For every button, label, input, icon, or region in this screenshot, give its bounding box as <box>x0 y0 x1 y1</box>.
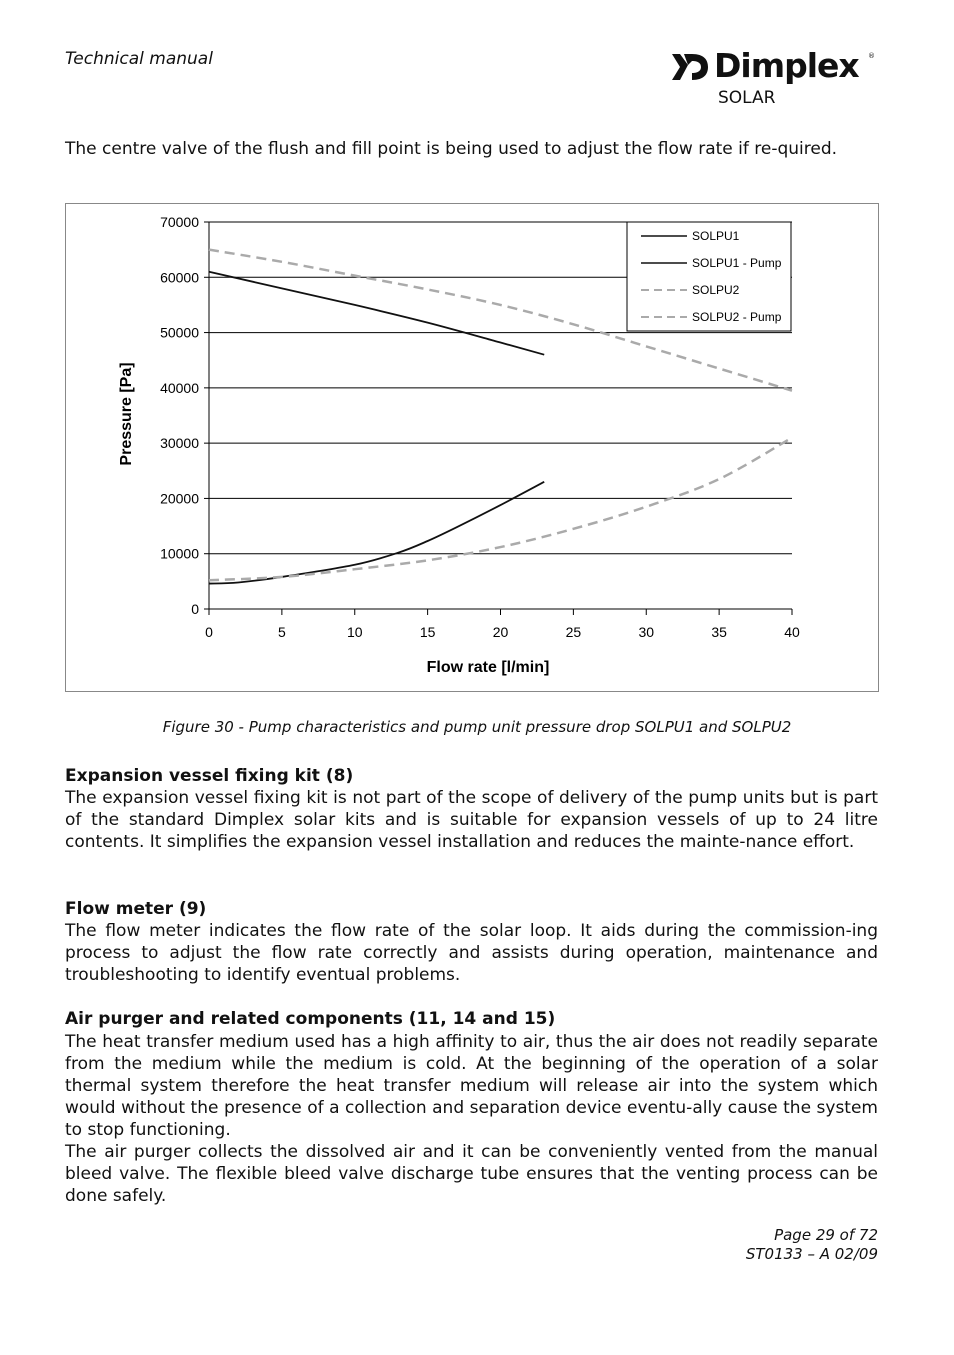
legend-label: SOLPU2 - Pump <box>692 310 782 324</box>
legend-label: SOLPU1 - Pump <box>692 256 782 270</box>
legend-label: SOLPU2 <box>692 283 740 297</box>
x-tick-label: 5 <box>277 624 286 640</box>
y-tick-label: 50000 <box>160 324 199 341</box>
air-purger-paragraph-1: The heat transfer medium used has a high affinity to air, thus the air does not readily separate from the medium while the medium is cold. At the beginning of the operation of a solar thermal system therefore the heat transfer medium will release air into the system which would without the presence of a collection and separation device eventu-ally cause the system to stop functioning. <box>65 1032 878 1140</box>
expansion-heading: Expansion vessel fixing kit (8) <box>65 766 354 786</box>
air-purger-heading: Air purger and related components (11, 14 and 15) <box>65 1009 556 1029</box>
flow-meter-paragraph: The flow meter indicates the flow rate of the solar loop. It aids during the commission-ing process to adjust the flow rate correctly and assists during operation, maintenance and troubleshooting to identify eventual problems. <box>65 921 878 985</box>
y-tick-label: 0 <box>191 601 199 617</box>
x-tick-label: 15 <box>419 624 436 640</box>
figure-caption: Figure 30 - Pump characteristics and pump unit pressure drop SOLPU1 and SOLPU2 <box>162 718 792 736</box>
flow-meter-heading: Flow meter (9) <box>65 899 207 919</box>
chart-frame <box>65 203 879 692</box>
brand-name: Dimplex <box>714 46 859 85</box>
x-tick-label: 40 <box>784 624 800 640</box>
y-tick-label: 60000 <box>160 269 199 286</box>
sub-brand: SOLAR <box>718 88 776 108</box>
dimplex-mark-icon <box>670 52 710 82</box>
y-tick-label: 20000 <box>160 490 199 507</box>
document-reference: ST0133 – A 02/09 <box>745 1245 878 1263</box>
pump-characteristics-chart <box>66 204 878 691</box>
page-number: Page 29 of 72 <box>774 1226 878 1244</box>
air-purger-paragraph-2: The air purger collects the dissolved air and it can be conveniently vented from the manual bleed valve. The flexible bleed valve discharge tube ensures that the venting process can be done safely. <box>65 1142 878 1206</box>
dimplex-logo <box>670 48 880 88</box>
x-tick-label: 35 <box>711 624 727 640</box>
expansion-paragraph: The expansion vessel fixing kit is not part of the scope of delivery of the pump units but is part of the standard Dimplex solar kits and is suitable for expansion vessels of up to 24 litre contents. It simplifies the expansion vessel installation and reduces the mainte-nance effort. <box>65 788 878 852</box>
y-tick-label: 70000 <box>160 214 199 230</box>
chart-legend <box>627 222 791 331</box>
x-tick-label: 10 <box>346 624 363 640</box>
x-tick-label: 30 <box>638 624 655 640</box>
series-line-solpu1-pump <box>209 272 544 355</box>
registered-mark: ® <box>868 52 875 60</box>
intro-paragraph: The centre valve of the flush and fill point is being used to adjust the flow rate if re-quired. <box>65 139 838 159</box>
x-axis-label: Flow rate [l/min] <box>426 659 550 676</box>
y-tick-label: 10000 <box>160 545 199 562</box>
legend-label: SOLPU1 <box>692 229 740 243</box>
series-line-solpu2 <box>209 438 792 581</box>
y-tick-label: 30000 <box>160 435 199 452</box>
x-tick-label: 0 <box>205 624 213 640</box>
document-title: Technical manual <box>65 49 213 69</box>
x-tick-label: 25 <box>565 624 582 640</box>
series-line-solpu1 <box>209 482 544 584</box>
y-tick-label: 40000 <box>160 379 199 396</box>
y-axis-label: Pressure [Pa] <box>118 362 135 466</box>
x-tick-label: 20 <box>492 624 509 640</box>
